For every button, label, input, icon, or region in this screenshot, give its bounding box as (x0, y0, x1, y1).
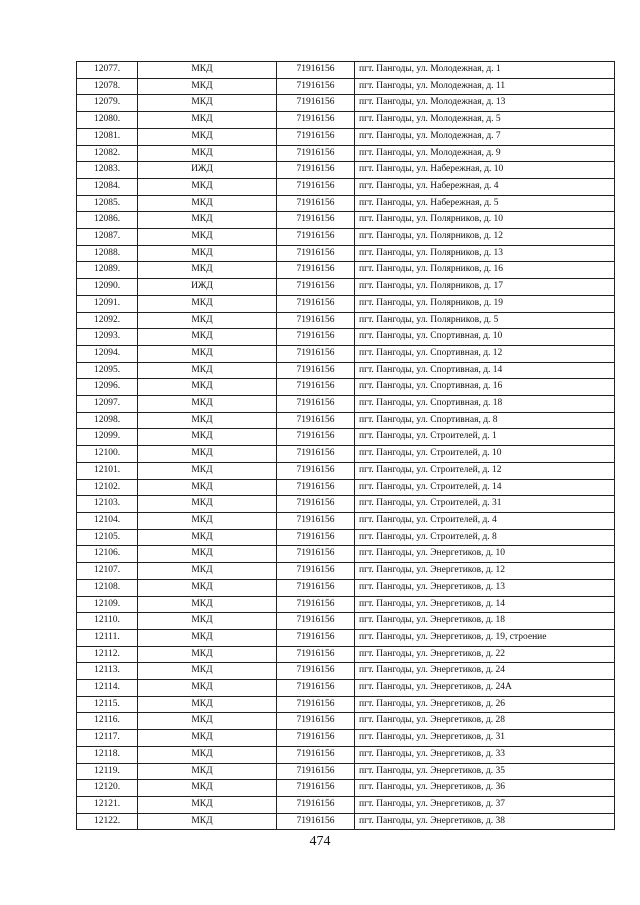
row-number-cell: 12109. (77, 596, 138, 613)
building-type-cell: МКД (138, 696, 277, 713)
building-type-cell: МКД (138, 312, 277, 329)
table-row (77, 412, 615, 429)
building-type-cell: ИЖД (138, 162, 277, 179)
building-type-cell: МКД (138, 512, 277, 529)
table-row (77, 663, 615, 680)
address-cell: пгт. Пангоды, ул. Энергетиков, д. 12 (355, 563, 615, 580)
table-row (77, 429, 615, 446)
oktmo-code-cell: 71916156 (277, 813, 355, 830)
address-cell: пгт. Пангоды, ул. Энергетиков, д. 28 (355, 713, 615, 730)
row-number-cell: 12088. (77, 245, 138, 262)
address-cell: пгт. Пангоды, ул. Полярников, д. 13 (355, 245, 615, 262)
address-cell: пгт. Пангоды, ул. Строителей, д. 1 (355, 429, 615, 446)
oktmo-code-cell: 71916156 (277, 312, 355, 329)
building-type-cell: ИЖД (138, 279, 277, 296)
table-row (77, 596, 615, 613)
row-number-cell: 12089. (77, 262, 138, 279)
row-number-cell: 12112. (77, 646, 138, 663)
building-type-cell: МКД (138, 713, 277, 730)
address-cell: пгт. Пангоды, ул. Молодежная, д. 5 (355, 112, 615, 129)
address-cell: пгт. Пангоды, ул. Строителей, д. 8 (355, 529, 615, 546)
table-row (77, 546, 615, 563)
row-number-cell: 12086. (77, 212, 138, 229)
oktmo-code-cell: 71916156 (277, 646, 355, 663)
oktmo-code-cell: 71916156 (277, 95, 355, 112)
building-type-cell: МКД (138, 646, 277, 663)
address-cell: пгт. Пангоды, ул. Спортивная, д. 18 (355, 396, 615, 413)
table-row (77, 128, 615, 145)
oktmo-code-cell: 71916156 (277, 245, 355, 262)
building-type-cell: МКД (138, 178, 277, 195)
address-cell: пгт. Пангоды, ул. Полярников, д. 12 (355, 229, 615, 246)
table-row (77, 195, 615, 212)
row-number-cell: 12121. (77, 796, 138, 813)
building-type-cell: МКД (138, 479, 277, 496)
table-row (77, 362, 615, 379)
address-cell: пгт. Пангоды, ул. Полярников, д. 19 (355, 295, 615, 312)
building-type-cell: МКД (138, 629, 277, 646)
address-cell: пгт. Пангоды, ул. Полярников, д. 16 (355, 262, 615, 279)
row-number-cell: 12101. (77, 462, 138, 479)
oktmo-code-cell: 71916156 (277, 345, 355, 362)
row-number-cell: 12120. (77, 780, 138, 797)
address-cell: пгт. Пангоды, ул. Энергетиков, д. 31 (355, 730, 615, 747)
address-cell: пгт. Пангоды, ул. Набережная, д. 4 (355, 178, 615, 195)
address-cell: пгт. Пангоды, ул. Молодежная, д. 11 (355, 78, 615, 95)
row-number-cell: 12093. (77, 329, 138, 346)
table-row (77, 563, 615, 580)
building-type-cell: МКД (138, 145, 277, 162)
table-row (77, 629, 615, 646)
building-type-cell: МКД (138, 563, 277, 580)
oktmo-code-cell: 71916156 (277, 496, 355, 513)
address-cell: пгт. Пангоды, ул. Энергетиков, д. 14 (355, 596, 615, 613)
oktmo-code-cell: 71916156 (277, 212, 355, 229)
oktmo-code-cell: 71916156 (277, 329, 355, 346)
table-row (77, 95, 615, 112)
building-type-cell: МКД (138, 362, 277, 379)
oktmo-code-cell: 71916156 (277, 613, 355, 630)
table-row (77, 462, 615, 479)
row-number-cell: 12102. (77, 479, 138, 496)
row-number-cell: 12090. (77, 279, 138, 296)
table-row (77, 730, 615, 747)
registry-table (76, 61, 615, 830)
oktmo-code-cell: 71916156 (277, 746, 355, 763)
oktmo-code-cell: 71916156 (277, 62, 355, 79)
row-number-cell: 12091. (77, 295, 138, 312)
table-row (77, 345, 615, 362)
row-number-cell: 12116. (77, 713, 138, 730)
row-number-cell: 12099. (77, 429, 138, 446)
row-number-cell: 12100. (77, 446, 138, 463)
row-number-cell: 12080. (77, 112, 138, 129)
table-row (77, 680, 615, 697)
oktmo-code-cell: 71916156 (277, 629, 355, 646)
address-cell: пгт. Пангоды, ул. Молодежная, д. 9 (355, 145, 615, 162)
row-number-cell: 12077. (77, 62, 138, 79)
table-row (77, 312, 615, 329)
address-cell: пгт. Пангоды, ул. Набережная, д. 5 (355, 195, 615, 212)
building-type-cell: МКД (138, 462, 277, 479)
table-row (77, 379, 615, 396)
building-type-cell: МКД (138, 62, 277, 79)
building-type-cell: МКД (138, 546, 277, 563)
building-type-cell: МКД (138, 446, 277, 463)
row-number-cell: 12117. (77, 730, 138, 747)
building-type-cell: МКД (138, 680, 277, 697)
building-type-cell: МКД (138, 245, 277, 262)
building-type-cell: МКД (138, 529, 277, 546)
row-number-cell: 12115. (77, 696, 138, 713)
address-cell: пгт. Пангоды, ул. Спортивная, д. 14 (355, 362, 615, 379)
row-number-cell: 12078. (77, 78, 138, 95)
building-type-cell: МКД (138, 345, 277, 362)
address-cell: пгт. Пангоды, ул. Спортивная, д. 10 (355, 329, 615, 346)
table-row (77, 479, 615, 496)
address-cell: пгт. Пангоды, ул. Молодежная, д. 7 (355, 128, 615, 145)
address-cell: пгт. Пангоды, ул. Энергетиков, д. 38 (355, 813, 615, 830)
row-number-cell: 12095. (77, 362, 138, 379)
row-number-cell: 12119. (77, 763, 138, 780)
oktmo-code-cell: 71916156 (277, 112, 355, 129)
address-cell: пгт. Пангоды, ул. Энергетиков, д. 36 (355, 780, 615, 797)
oktmo-code-cell: 71916156 (277, 379, 355, 396)
oktmo-code-cell: 71916156 (277, 713, 355, 730)
building-type-cell: МКД (138, 796, 277, 813)
table-row (77, 279, 615, 296)
building-type-cell: МКД (138, 746, 277, 763)
oktmo-code-cell: 71916156 (277, 78, 355, 95)
building-type-cell: МКД (138, 329, 277, 346)
address-cell: пгт. Пангоды, ул. Спортивная, д. 16 (355, 379, 615, 396)
oktmo-code-cell: 71916156 (277, 429, 355, 446)
row-number-cell: 12087. (77, 229, 138, 246)
building-type-cell: МКД (138, 78, 277, 95)
row-number-cell: 12098. (77, 412, 138, 429)
oktmo-code-cell: 71916156 (277, 229, 355, 246)
oktmo-code-cell: 71916156 (277, 279, 355, 296)
building-type-cell: МКД (138, 212, 277, 229)
row-number-cell: 12118. (77, 746, 138, 763)
building-type-cell: МКД (138, 496, 277, 513)
table-row (77, 295, 615, 312)
oktmo-code-cell: 71916156 (277, 579, 355, 596)
row-number-cell: 12106. (77, 546, 138, 563)
oktmo-code-cell: 71916156 (277, 696, 355, 713)
row-number-cell: 12113. (77, 663, 138, 680)
table-row (77, 696, 615, 713)
oktmo-code-cell: 71916156 (277, 462, 355, 479)
row-number-cell: 12110. (77, 613, 138, 630)
row-number-cell: 12105. (77, 529, 138, 546)
oktmo-code-cell: 71916156 (277, 479, 355, 496)
table-row (77, 229, 615, 246)
table-row (77, 579, 615, 596)
building-type-cell: МКД (138, 195, 277, 212)
oktmo-code-cell: 71916156 (277, 763, 355, 780)
address-cell: пгт. Пангоды, ул. Энергетиков, д. 22 (355, 646, 615, 663)
table-row (77, 613, 615, 630)
building-type-cell: МКД (138, 396, 277, 413)
table-row (77, 713, 615, 730)
row-number-cell: 12107. (77, 563, 138, 580)
address-cell: пгт. Пангоды, ул. Полярников, д. 10 (355, 212, 615, 229)
building-type-cell: МКД (138, 813, 277, 830)
address-cell: пгт. Пангоды, ул. Строителей, д. 14 (355, 479, 615, 496)
table-row (77, 212, 615, 229)
table-row (77, 245, 615, 262)
address-cell: пгт. Пангоды, ул. Молодежная, д. 13 (355, 95, 615, 112)
address-cell: пгт. Пангоды, ул. Энергетиков, д. 13 (355, 579, 615, 596)
row-number-cell: 12094. (77, 345, 138, 362)
building-type-cell: МКД (138, 95, 277, 112)
row-number-cell: 12108. (77, 579, 138, 596)
oktmo-code-cell: 71916156 (277, 128, 355, 145)
address-cell: пгт. Пангоды, ул. Спортивная, д. 8 (355, 412, 615, 429)
address-cell: пгт. Пангоды, ул. Энергетиков, д. 37 (355, 796, 615, 813)
oktmo-code-cell: 71916156 (277, 596, 355, 613)
building-type-cell: МКД (138, 112, 277, 129)
oktmo-code-cell: 71916156 (277, 563, 355, 580)
oktmo-code-cell: 71916156 (277, 680, 355, 697)
row-number-cell: 12114. (77, 680, 138, 697)
table-row (77, 162, 615, 179)
table-row (77, 512, 615, 529)
table-row (77, 178, 615, 195)
table-row (77, 780, 615, 797)
oktmo-code-cell: 71916156 (277, 796, 355, 813)
table-row (77, 112, 615, 129)
row-number-cell: 12085. (77, 195, 138, 212)
row-number-cell: 12104. (77, 512, 138, 529)
table-row (77, 329, 615, 346)
row-number-cell: 12081. (77, 128, 138, 145)
table-row (77, 529, 615, 546)
address-cell: пгт. Пангоды, ул. Полярников, д. 17 (355, 279, 615, 296)
building-type-cell: МКД (138, 412, 277, 429)
table-row (77, 796, 615, 813)
oktmo-code-cell: 71916156 (277, 529, 355, 546)
oktmo-code-cell: 71916156 (277, 295, 355, 312)
address-cell: пгт. Пангоды, ул. Строителей, д. 12 (355, 462, 615, 479)
address-cell: пгт. Пангоды, ул. Строителей, д. 4 (355, 512, 615, 529)
building-type-cell: МКД (138, 613, 277, 630)
row-number-cell: 12111. (77, 629, 138, 646)
oktmo-code-cell: 71916156 (277, 780, 355, 797)
address-cell: пгт. Пангоды, ул. Энергетиков, д. 26 (355, 696, 615, 713)
table-row (77, 763, 615, 780)
table-row (77, 78, 615, 95)
building-type-cell: МКД (138, 379, 277, 396)
row-number-cell: 12097. (77, 396, 138, 413)
row-number-cell: 12084. (77, 178, 138, 195)
registry-table-body (77, 62, 615, 830)
oktmo-code-cell: 71916156 (277, 262, 355, 279)
oktmo-code-cell: 71916156 (277, 512, 355, 529)
table-row (77, 396, 615, 413)
row-number-cell: 12103. (77, 496, 138, 513)
building-type-cell: МКД (138, 663, 277, 680)
row-number-cell: 12096. (77, 379, 138, 396)
address-cell: пгт. Пангоды, ул. Энергетиков, д. 35 (355, 763, 615, 780)
table-row (77, 746, 615, 763)
oktmo-code-cell: 71916156 (277, 663, 355, 680)
address-cell: пгт. Пангоды, ул. Энергетиков, д. 33 (355, 746, 615, 763)
building-type-cell: МКД (138, 763, 277, 780)
table-row (77, 262, 615, 279)
oktmo-code-cell: 71916156 (277, 546, 355, 563)
table-row (77, 446, 615, 463)
building-type-cell: МКД (138, 429, 277, 446)
address-cell: пгт. Пангоды, ул. Строителей, д. 31 (355, 496, 615, 513)
table-row (77, 813, 615, 830)
oktmo-code-cell: 71916156 (277, 178, 355, 195)
address-cell: пгт. Пангоды, ул. Строителей, д. 10 (355, 446, 615, 463)
oktmo-code-cell: 71916156 (277, 362, 355, 379)
row-number-cell: 12092. (77, 312, 138, 329)
row-number-cell: 12083. (77, 162, 138, 179)
oktmo-code-cell: 71916156 (277, 730, 355, 747)
row-number-cell: 12122. (77, 813, 138, 830)
building-type-cell: МКД (138, 780, 277, 797)
building-type-cell: МКД (138, 295, 277, 312)
address-cell: пгт. Пангоды, ул. Энергетиков, д. 24А (355, 680, 615, 697)
address-cell: пгт. Пангоды, ул. Энергетиков, д. 18 (355, 613, 615, 630)
table-row (77, 496, 615, 513)
oktmo-code-cell: 71916156 (277, 396, 355, 413)
building-type-cell: МКД (138, 229, 277, 246)
address-cell: пгт. Пангоды, ул. Спортивная, д. 12 (355, 345, 615, 362)
building-type-cell: МКД (138, 262, 277, 279)
oktmo-code-cell: 71916156 (277, 195, 355, 212)
building-type-cell: МКД (138, 128, 277, 145)
table-row (77, 646, 615, 663)
address-cell: пгт. Пангоды, ул. Набережная, д. 10 (355, 162, 615, 179)
address-cell: пгт. Пангоды, ул. Энергетиков, д. 24 (355, 663, 615, 680)
oktmo-code-cell: 71916156 (277, 412, 355, 429)
oktmo-code-cell: 71916156 (277, 145, 355, 162)
row-number-cell: 12082. (77, 145, 138, 162)
table-row (77, 62, 615, 79)
table-row (77, 145, 615, 162)
row-number-cell: 12079. (77, 95, 138, 112)
building-type-cell: МКД (138, 730, 277, 747)
address-cell: пгт. Пангоды, ул. Молодежная, д. 1 (355, 62, 615, 79)
address-cell: пгт. Пангоды, ул. Энергетиков, д. 19, строение (355, 629, 615, 646)
oktmo-code-cell: 71916156 (277, 446, 355, 463)
building-type-cell: МКД (138, 596, 277, 613)
building-type-cell: МКД (138, 579, 277, 596)
page-number: 474 (309, 834, 331, 849)
oktmo-code-cell: 71916156 (277, 162, 355, 179)
address-cell: пгт. Пангоды, ул. Полярников, д. 5 (355, 312, 615, 329)
address-cell: пгт. Пангоды, ул. Энергетиков, д. 10 (355, 546, 615, 563)
